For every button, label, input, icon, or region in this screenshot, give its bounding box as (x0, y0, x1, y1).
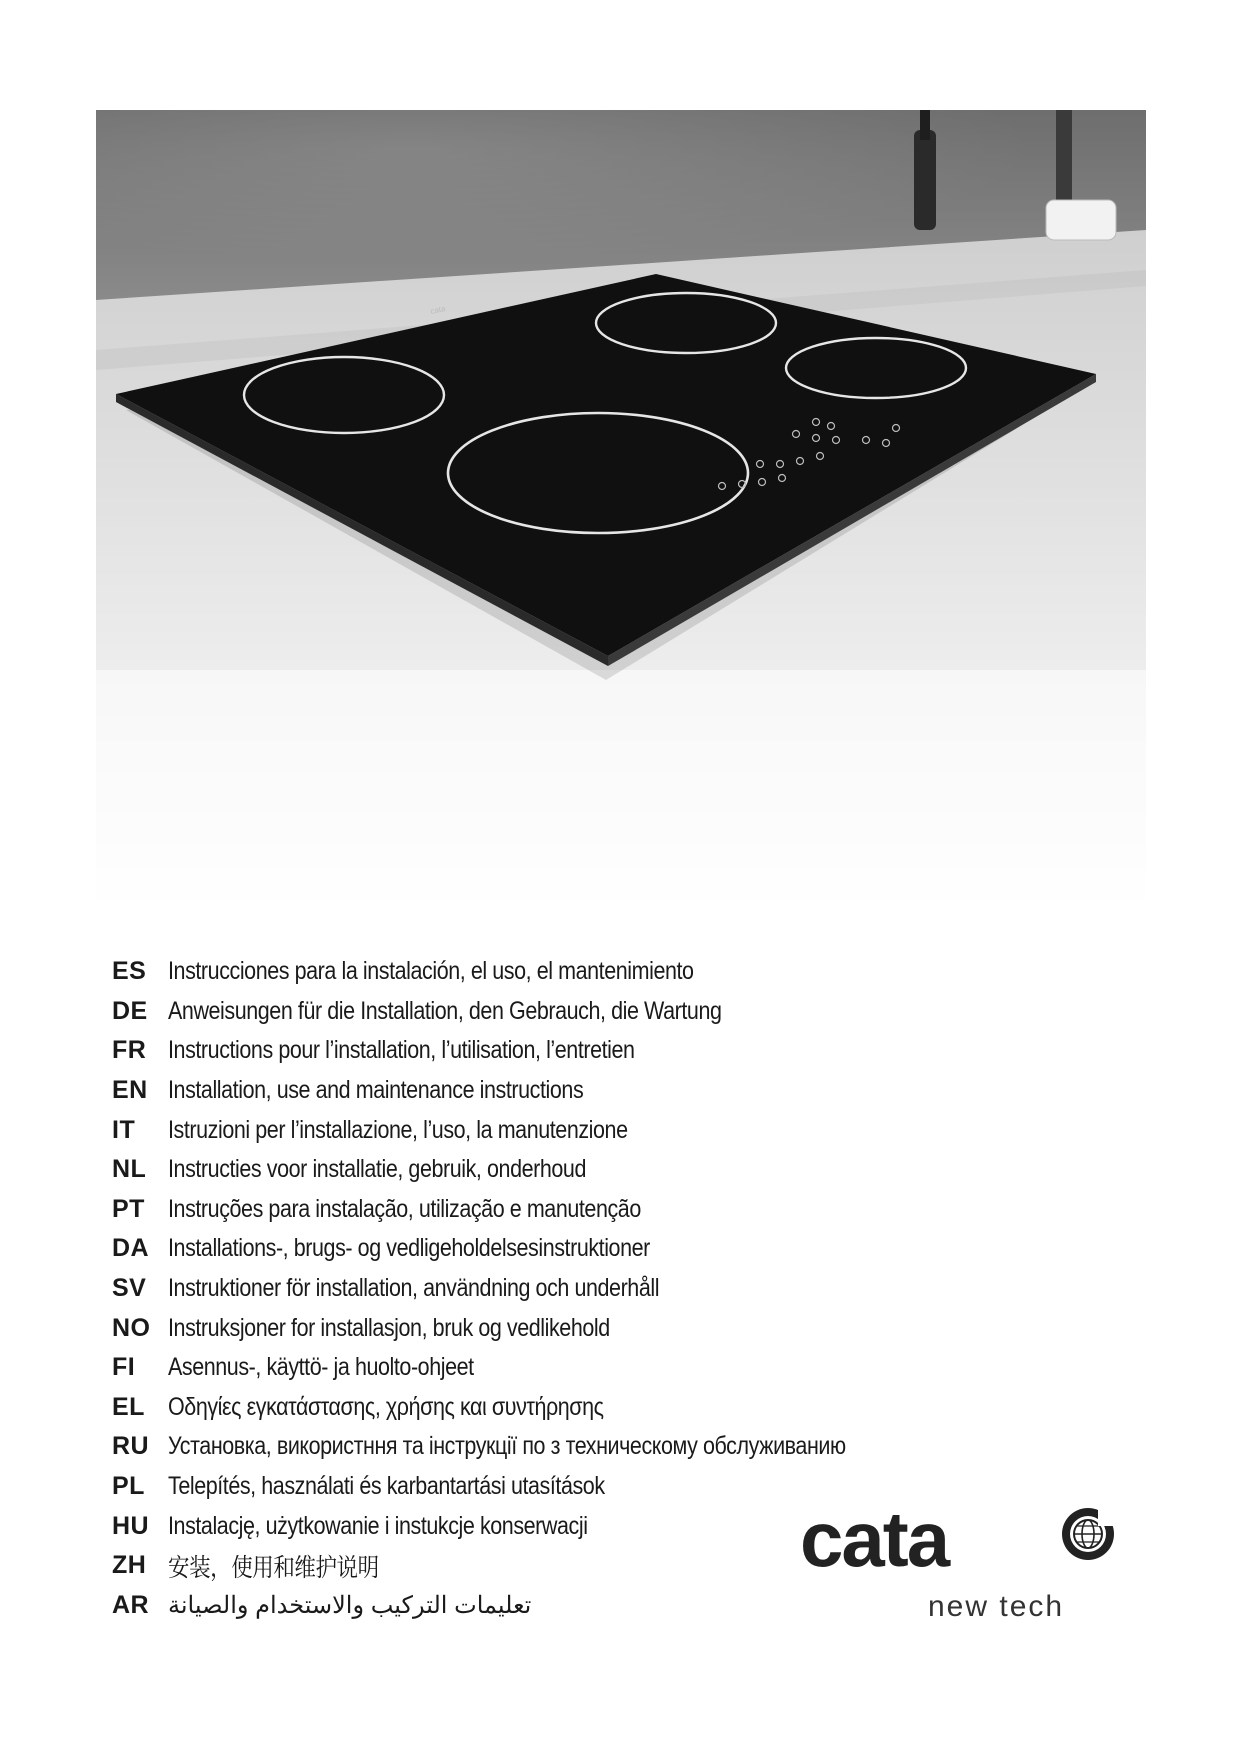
language-code: AR (112, 1590, 150, 1619)
language-row-es (112, 952, 1012, 992)
language-title: Installations-, brugs- og vedligeholdelsesinstruktioner (168, 1234, 650, 1263)
language-code: NL (112, 1155, 147, 1184)
language-code: SV (112, 1274, 147, 1303)
language-row-en (112, 1071, 1012, 1111)
language-title: Οδηγίες εγκατάστασης, χρήσης και συντήρησης (168, 1392, 604, 1421)
language-title: Instruktioner för installation, användning och underhåll (168, 1274, 660, 1303)
language-title: Instalację, użytkowanie i instukcje konserwacji (168, 1511, 588, 1540)
brand-tagline: new tech (928, 1590, 1065, 1623)
language-row-el (112, 1388, 1012, 1428)
language-code: FR (112, 1036, 147, 1065)
language-code: DE (112, 996, 148, 1025)
language-code: DA (112, 1234, 150, 1263)
language-title: Asennus-, käyttö- ja huolto-ohjeet (168, 1353, 474, 1382)
language-row-fi (112, 1348, 1012, 1388)
svg-text:cata: cata (429, 304, 447, 316)
cata-globe-logo-icon (1058, 1504, 1118, 1564)
language-title: Istruzioni per l’installazione, l’uso, la manutenzione (168, 1115, 628, 1144)
language-row-de (112, 992, 1012, 1032)
language-code: FI (112, 1353, 136, 1382)
language-title: Instructies voor installatie, gebruik, onderhoud (168, 1155, 586, 1184)
cata-logo (800, 1495, 1120, 1630)
language-row-ru (112, 1427, 1012, 1467)
language-code: PT (112, 1194, 145, 1223)
language-row-no (112, 1308, 1012, 1348)
language-code: IT (112, 1115, 136, 1144)
language-row-sv (112, 1269, 1012, 1309)
language-title: تعليمات التركيب والاستخدام والصيانة (168, 1591, 532, 1619)
language-code: ZH (112, 1551, 147, 1580)
language-row-it (112, 1110, 1012, 1150)
language-row-da (112, 1229, 1012, 1269)
language-code: ES (112, 957, 147, 986)
language-title: Telepítés, használati és karbantartási utasítások (168, 1472, 605, 1501)
language-code: EN (112, 1076, 148, 1105)
language-title: Installation, use and maintenance instructions (168, 1076, 584, 1105)
language-title: Instruções para instalação, utilização e manutenção (168, 1194, 641, 1223)
language-code: NO (112, 1313, 151, 1342)
language-title: Установка, використння та інструкції по з техническому обслуживанию (168, 1432, 846, 1461)
language-row-pt (112, 1190, 1012, 1230)
brand-name: cata (800, 1495, 949, 1583)
language-code: RU (112, 1432, 150, 1461)
hob-product-photo (96, 110, 1146, 920)
language-title: Anweisungen für die Installation, den Gebrauch, die Wartung (168, 996, 722, 1025)
bottle (914, 130, 936, 230)
language-code: HU (112, 1511, 150, 1540)
language-title: Instrucciones para la instalación, el uso, el mantenimiento (168, 957, 694, 986)
language-code: PL (112, 1472, 145, 1501)
language-code: EL (112, 1392, 145, 1421)
language-title: Instructions pour l’installation, l’utilisation, l’entretien (168, 1036, 635, 1065)
language-title: 安装，使用和维护说明 (168, 1553, 379, 1582)
language-row-nl (112, 1150, 1012, 1190)
language-row-fr (112, 1031, 1012, 1071)
language-title: Instruksjoner for installasjon, bruk og vedlikehold (168, 1313, 610, 1342)
